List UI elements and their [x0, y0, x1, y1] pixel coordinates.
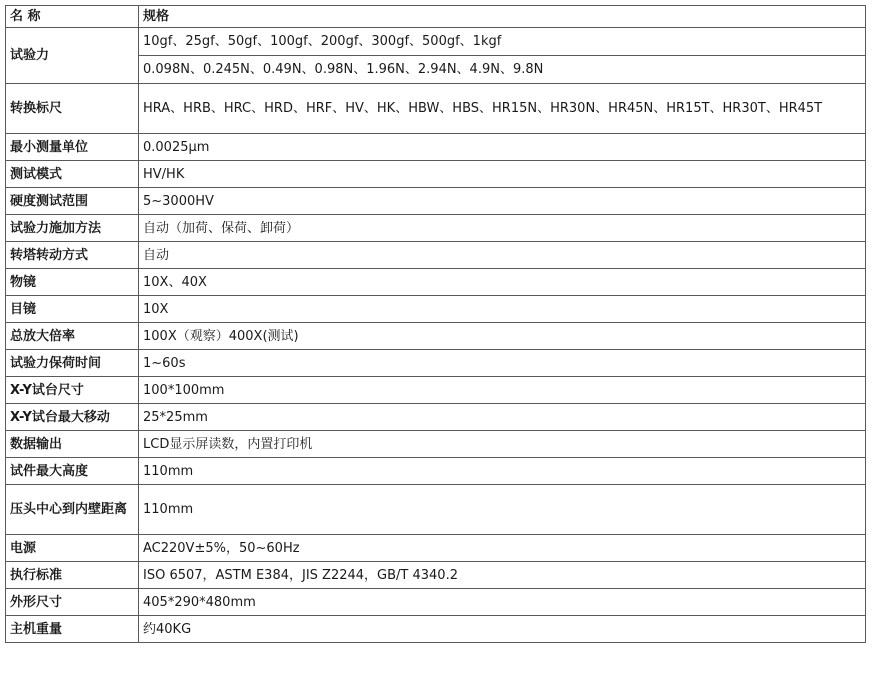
table-row: [6, 485, 866, 535]
table-row: [6, 84, 866, 134]
row-value-throat-depth: 110mm: [139, 485, 866, 535]
row-name-objective: 物镜: [6, 269, 139, 296]
table-row: [6, 323, 866, 350]
table-row: [6, 562, 866, 589]
row-name-weight: 主机重量: [6, 616, 139, 643]
row-name-test-force: 试验力: [6, 28, 139, 84]
row-name-data-output: 数据输出: [6, 431, 139, 458]
table-row: [6, 269, 866, 296]
spec-table: [5, 5, 866, 643]
row-name-dimensions: 外形尺寸: [6, 589, 139, 616]
row-value-force-method: 自动（加荷、保荷、卸荷）: [139, 215, 866, 242]
row-value-dimensions: 405*290*480mm: [139, 589, 866, 616]
row-name-power: 电源: [6, 535, 139, 562]
table-row: [6, 242, 866, 269]
row-value-max-height: 110mm: [139, 458, 866, 485]
table-row: [6, 458, 866, 485]
table-row: [6, 296, 866, 323]
table-row: [6, 134, 866, 161]
row-value-turret-mode: 自动: [139, 242, 866, 269]
table-row: [6, 161, 866, 188]
row-name-dwell-time: 试验力保荷时间: [6, 350, 139, 377]
row-name-min-unit: 最小测量单位: [6, 134, 139, 161]
row-name-force-method: 试验力施加方法: [6, 215, 139, 242]
row-name-turret-mode: 转塔转动方式: [6, 242, 139, 269]
table-header-row: [6, 6, 866, 28]
row-name-test-mode: 测试模式: [6, 161, 139, 188]
row-value-weight: 约40KG: [139, 616, 866, 643]
table-row: [6, 589, 866, 616]
row-value-test-mode: HV/HK: [139, 161, 866, 188]
header-spec-cell: 规格: [139, 6, 866, 28]
row-value-power: AC220V±5%，50~60Hz: [139, 535, 866, 562]
row-name-conversion-scale: 转换标尺: [6, 84, 139, 134]
table-row: [6, 404, 866, 431]
table-row: [6, 28, 866, 56]
row-value-eyepiece: 10X: [139, 296, 866, 323]
row-name-standard: 执行标准: [6, 562, 139, 589]
table-row: [6, 215, 866, 242]
row-name-magnification: 总放大倍率: [6, 323, 139, 350]
row-name-max-height: 试件最大高度: [6, 458, 139, 485]
row-value-xy-stage-travel: 25*25mm: [139, 404, 866, 431]
row-value-standard: ISO 6507，ASTM E384，JIS Z2244，GB/T 4340.2: [139, 562, 866, 589]
row-value-data-output: LCD显示屏读数，内置打印机: [139, 431, 866, 458]
table-row: [6, 188, 866, 215]
row-name-hardness-range: 硬度测试范围: [6, 188, 139, 215]
row-name-throat-depth: 压头中心到内壁距离: [6, 485, 139, 535]
row-value-objective: 10X、40X: [139, 269, 866, 296]
row-value-test-force-gf: 10gf、25gf、50gf、100gf、200gf、300gf、500gf、1kgf: [139, 28, 866, 56]
table-row: [6, 431, 866, 458]
row-name-xy-stage-size: X-Y试台尺寸: [6, 377, 139, 404]
table-row: [6, 616, 866, 643]
table-row: [6, 350, 866, 377]
table-row: [6, 377, 866, 404]
row-value-min-unit: 0.0025μm: [139, 134, 866, 161]
row-name-eyepiece: 目镜: [6, 296, 139, 323]
row-value-xy-stage-size: 100*100mm: [139, 377, 866, 404]
row-value-dwell-time: 1~60s: [139, 350, 866, 377]
header-name-cell: 名 称: [6, 6, 139, 28]
row-name-xy-stage-travel: X-Y试台最大移动: [6, 404, 139, 431]
table-row: [6, 535, 866, 562]
row-value-hardness-range: 5~3000HV: [139, 188, 866, 215]
row-value-conversion-scale: HRA、HRB、HRC、HRD、HRF、HV、HK、HBW、HBS、HR15N、HR30N、HR45N、HR15T、HR30T、HR45T: [139, 84, 866, 134]
row-value-magnification: 100X（观察）400X(测试): [139, 323, 866, 350]
row-value-test-force-n: 0.098N、0.245N、0.49N、0.98N、1.96N、2.94N、4.9N、9.8N: [139, 56, 866, 84]
